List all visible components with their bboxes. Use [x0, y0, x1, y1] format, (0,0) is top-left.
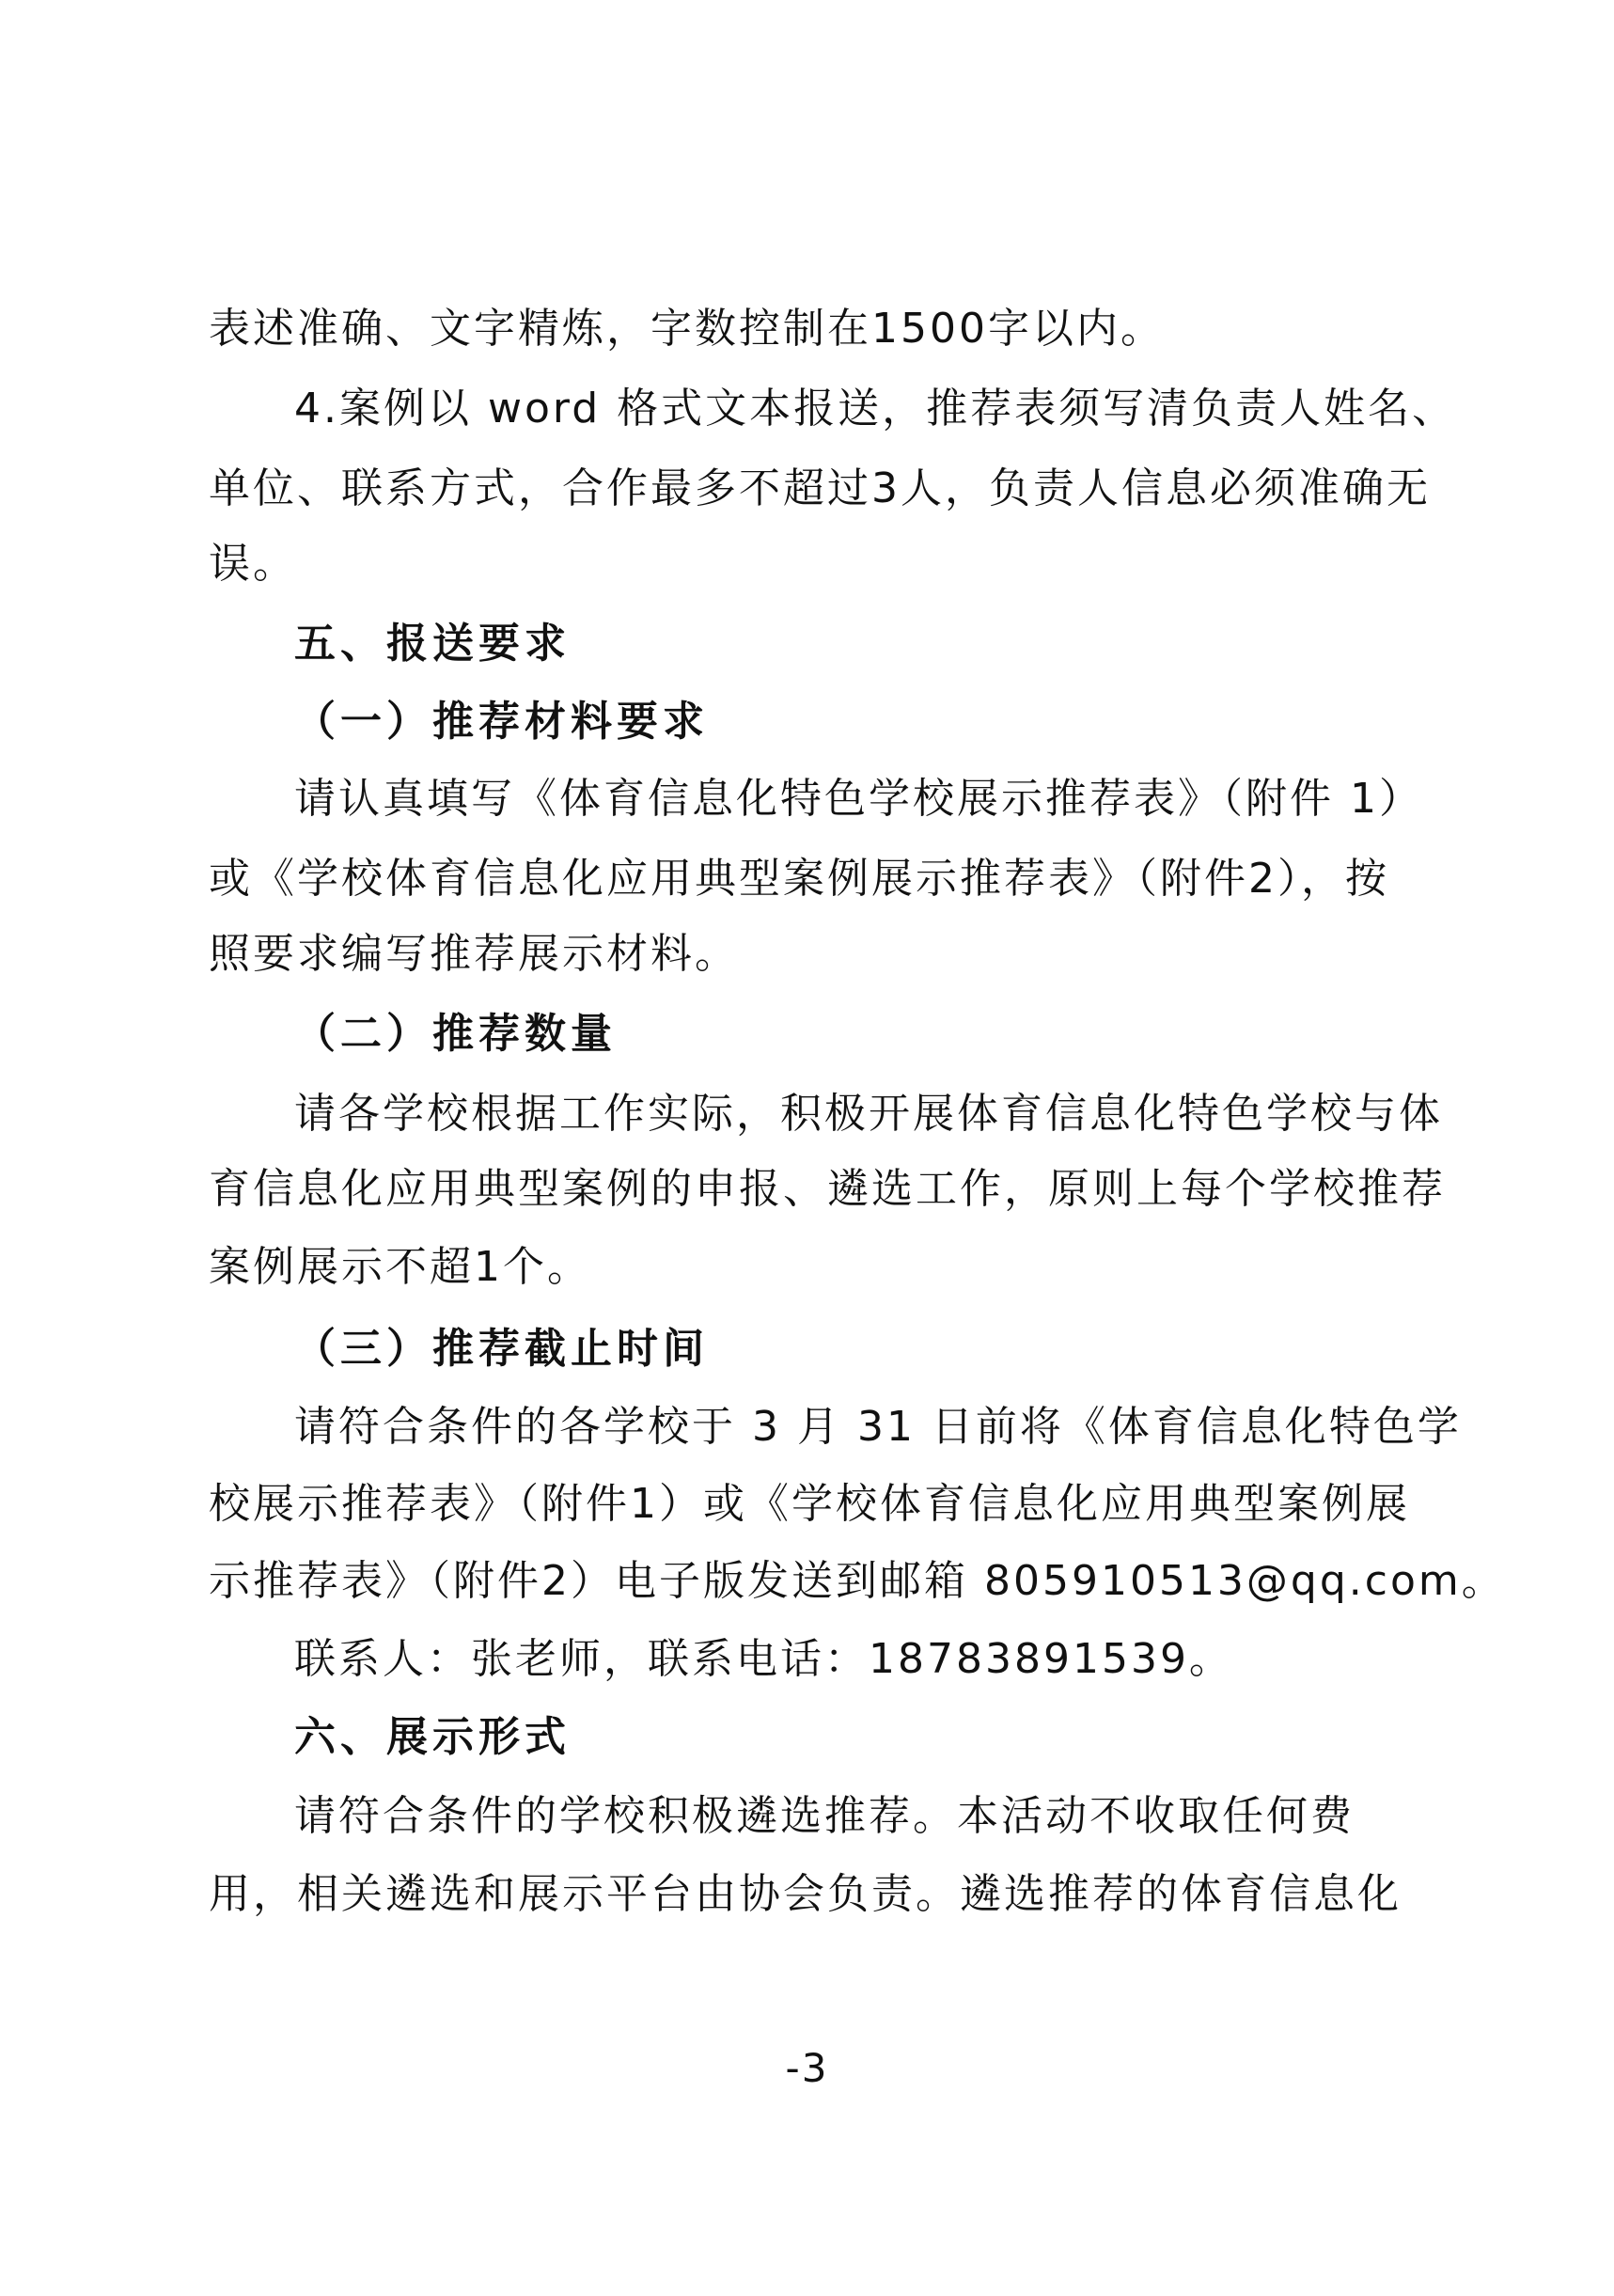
body-text-line: 误。	[209, 540, 297, 588]
contact-line: 联系人：张老师，联系电话：18783891539。	[294, 1635, 1233, 1683]
subsection-heading: （二）推荐数量	[294, 1010, 617, 1058]
body-text-line: 用，相关遴选和展示平台由协会负责。遴选推荐的体育信息化	[209, 1870, 1402, 1918]
subsection-heading: （一）推荐材料要求	[294, 698, 709, 746]
body-text-line: 示推荐表》（附件2）电子版发送到邮箱 805910513@qq.com。	[209, 1557, 1506, 1605]
body-text-line: 单位、联系方式，合作最多不超过3人，负责人信息必须准确无	[209, 464, 1431, 512]
body-text-line: 请认真填写《体育信息化特色学校展示推荐表》（附件 1）	[294, 775, 1423, 823]
body-text-line: 表述准确、文字精炼，字数控制在1500字以内。	[209, 305, 1165, 353]
body-text-line: 请符合条件的学校积极遴选推荐。本活动不收取任何费	[294, 1792, 1355, 1840]
body-text-line: 照要求编写推荐展示材料。	[209, 930, 739, 978]
body-text-line: 请符合条件的各学校于 3 月 31 日前将《体育信息化特色学	[294, 1403, 1462, 1451]
subsection-heading: （三）推荐截止时间	[294, 1325, 709, 1373]
section-heading: 六、展示形式	[294, 1713, 571, 1761]
body-text-line: 4.案例以 word 格式文本报送，推荐表须写清负责人姓名、	[294, 385, 1457, 432]
body-text-line: 校展示推荐表》（附件1）或《学校体育信息化应用典型案例展	[209, 1480, 1410, 1528]
body-text-line: 或《学校体育信息化应用典型案例展示推荐表》（附件2），按	[209, 855, 1389, 903]
body-text-line: 案例展示不超1个。	[209, 1243, 591, 1291]
body-text-line: 育信息化应用典型案例的申报、遴选工作，原则上每个学校推荐	[209, 1165, 1446, 1213]
page-number: -3	[785, 2045, 829, 2091]
body-text-line: 请各学校根据工作实际，积极开展体育信息化特色学校与体	[294, 1090, 1443, 1138]
section-heading: 五、报送要求	[294, 620, 571, 668]
